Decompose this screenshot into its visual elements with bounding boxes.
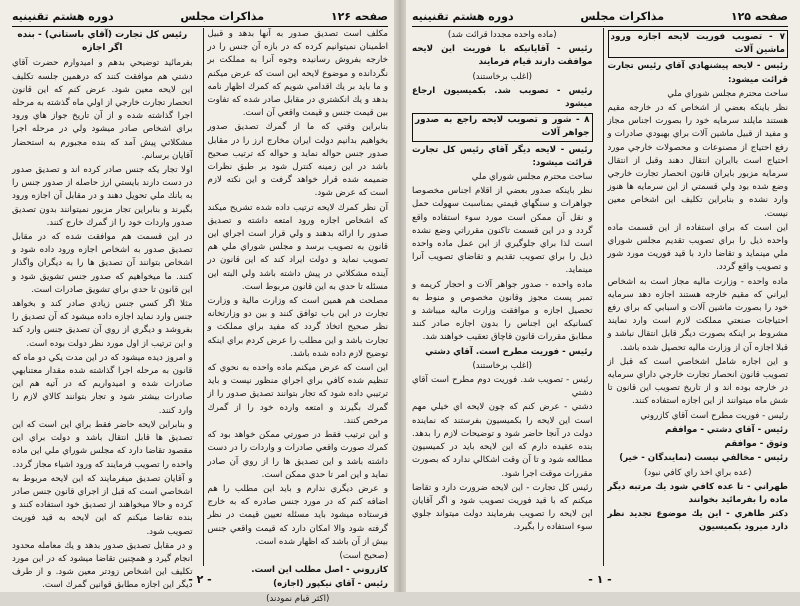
- right-page-term: دوره هشتم تقنينيه: [412, 9, 514, 23]
- paragraph: ساحت محترم مجلس شوراي ملي: [471, 172, 593, 183]
- paragraph: نظر باينكه بعضي از اشخاص كه در خارجه مقيم هستند مايلند سرمايه خود را بصورت اجناس مجاز و مفيد از قبيل ماشين آلات براي بهبودي صادرات و رفع احتياج از مصنوعات و محصولات خارجي مورد احتياج است باايران انتقال دهند وقبل از انتقال سرمايه مزبور بايران قانون انحصار تجارت خارجي وضع شده بود ولي قسمتي از اين سرمايه ها هنوز وارد نشده و بنابراين تكليف اين اشخاص معين نيست.: [607, 103, 788, 219]
- left-page-left-column: [12, 28, 193, 591]
- speaker-line: وثوق - موافقم: [724, 439, 788, 450]
- right-page-right-column: [603, 28, 789, 566]
- paragraph: بفرمائيد توضيحي بدهم و اميدوارم حضرت آقاي دشتي هم موافقت كنند كه درهمين جلسه تكليف اين لايحه معين شود. عرض كنم كه اين قانون انحصار تجارت خارجي از اولي ماه گذشته به مرحله اجرا گذاشته شده و از آن تاريخ جواز هاي ورود براي اشخاص صادر ميشود ولي در مرحله اجرا مشكلاتي پيش آمد كه بنده مجبورم به استحضار آقايان برسانم.: [12, 58, 193, 161]
- speaker-line: رئيس - تصويب شد. بكميسيون ارجاع ميشود: [412, 85, 593, 110]
- paragraph: اولا تجار يكه جنس صادر كرده اند و تصديق صدور در دست دارند بايستي ارز حاصله از صدور جنس را به بانك ملي تحويل دهند و در مقابل آن اجازه ورود بگيرند و بنابراين تجار مزبور نميتوانند بدون تصديق صدور واردات خود را از گمرك خارج كنند.: [12, 165, 193, 228]
- paragraph: و آقايان تصديق ميفرمايند كه اين لايحه مربوط به اشخاصي است كه قبل از اجراي قانون جنس صادر كرده و حالا ميخواهند از تصديق خود استفاده كنند و بنده تقاضا ميكنم كه اين لايحه به قيد فوريت تصويب شود.: [12, 473, 193, 537]
- right-page-left-column: [412, 28, 593, 566]
- paragraph: اين است كه براي استفاده از اين قسمت ماده واحده ذيل را براي تصويب تقديم مجلس شوراي ملي مينمايد و تقاضا دارد با قيد فوريت مورد شور و تصويب واقع گردد.: [607, 222, 788, 273]
- left-page-number: صفحه ۱۲۶: [330, 9, 388, 23]
- right-page-footer: - ۱ -: [588, 573, 612, 586]
- right-page-columns: [412, 28, 788, 566]
- speaker-line: كازروني - اصل مطلب اين است.: [251, 565, 388, 576]
- paragraph: در اين قسمت هم موافقت شده كه در مقابل تصديق صدور به اشخاص اجازه ورود داده شود و اشخاص بتوانند آن تصديق ها را به ديگران واگذار كنند. ما ميخواهيم كه صدور جنس تشويق شود و اين قانون تا حدي براي تشويق صادرات است.: [12, 232, 193, 295]
- paragraph: ساحت محترم مجلس شوراي ملي: [667, 88, 788, 99]
- paragraph: ماده واحده - صدور جواهر آلات و احجار كريمه و تمبر پست مجوز وقانون مخصوص و منوط به تحصيل اجازه و موافقت وزارت ماليه ميباشد و كسانيكه اين اجناس را بدون اجازه صادر كنند مطابق مقررات قانون قاچاق تعقيب خواهند شد.: [412, 279, 593, 343]
- paragraph: و اين اجازه شامل اشخاصي است كه قبل از تصويب قانون انحصار تجارت خارجي داراي سرمايه در خارجه بوده اند و از تاريخ تصويب اين قانون تا شش ماه ميتوانند از اين اجازه استفاده كنند.: [607, 356, 788, 407]
- speaker-line: رئيس - آقاي نيكپور (اجازه): [273, 579, 388, 590]
- speaker-line: رئيس - لايحه پيشنهادي آقاي رئيس تجارت قرائت ميشود:: [607, 61, 788, 85]
- speaker-line: دكتر طاهري - اين يك موضوع تجديد نظر دارد ميرود بكميسيون: [607, 509, 788, 533]
- paragraph: (صحيح است): [339, 550, 388, 561]
- paragraph: و بنابراين لايحه حاضر فقط براي اين است كه اين تصديق ها قابل انتقال باشد و دولت براي اين مقصود تقاضا دارد كه مجلس شوراي ملي اين ماده واحده را تصويب فرمايند كه ورود اشياء مجاز گردد.: [12, 419, 193, 470]
- speaker-line: رئيس - لايحه ديگر آقاي رئيس كل تجارت قرائت ميشود:: [412, 144, 593, 168]
- speaker-line: رئيس - فوريت مطرح است. آقاي دشتي: [425, 346, 593, 357]
- paragraph: و اين ترتيب فقط در صورتي ممكن خواهد بود كه كمرك صورت واقعي صادرات و واردات را در دست داشته باشد و اين تصديق ها را از روي آن صادر نمايد و اين امر تا حدي ممكن است.: [207, 430, 388, 480]
- left-page-term: دوره هشتم تقنينيه: [12, 9, 114, 23]
- section-heading: ۷ - تصويب فوريت لايحه اجازه ورود ماشين آلات: [608, 30, 789, 58]
- book-gutter: [394, 0, 406, 592]
- paragraph: رئيس - فوريت مطرح است آقاي كازروني: [640, 410, 788, 421]
- right-page-number: صفحه ۱۲۵: [730, 9, 788, 23]
- speaker-line: رئيس - آقاي دشتي - موافقم: [665, 424, 788, 435]
- paragraph: دشتي - عرض كنم كه چون لايحه اي خيلي مهم است اين لايحه را بكميسيون بفرستند كه نماينده دولت در آنجا حاضر شود و توضيحات لازم را بدهد. بنده عقيده دارم كه اين لايحه بايد در كميسيون مطالعه شود و تا آن وقت اشكالي ندارد كه بصورت مقررات موقت اجرا شود.: [412, 402, 593, 479]
- paragraph: مثلا اگر كسي جنس زيادي صادر كند و بخواهد جنس وارد نمايد اجازه داده ميشود كه آن تصديق را بفروشد و ديگري از روي آن تصديق جنس وارد كند و اين ترتيب از اول مورد نظر دولت بوده است.: [12, 299, 193, 349]
- speech-heading: رئيس كل تجارت (آقاي باستاني) - بنده اگر اجازه: [17, 30, 188, 54]
- left-page-columns: [12, 28, 388, 604]
- speaker-line: رئيس - آقايانيكه با فوريت اين لايحه موافقت دارند قيام فرمايند: [412, 44, 593, 68]
- paragraph: و امروز ديده ميشود كه در اين مدت يكي دو ماه كه قانون به مرحله اجرا گذاشته شده مقدار معتنابهي صادرات شده و اميدواريم كه در آتيه هم اين صادرات بيشتر شود و تجار بتوانند كالاي لازم را وارد كنند.: [12, 352, 193, 416]
- paragraph: نظر باينكه صدور بعضي از اقلام اجناس مخصوصا جواهرات و سنگهاي قيمتي بمناسبت سهولت حمل و نقل آن ممكن است مورد سوء استفاده واقع گردد و در اين قسمت تاكنون مقرراتي وضع نشده است لذا براي جلوگيري از اين عمل ماده واحده ذيل را براي تصويب تقديم و تقاضاي تصويب آنرا مينمايد.: [412, 186, 593, 276]
- left-page: [0, 0, 400, 604]
- centered-note: (ماده واحده مجددا قرائت شد): [447, 30, 557, 40]
- centered-note: (عده براي اخذ راي كافي نبود): [644, 467, 752, 478]
- right-page-header: [412, 6, 788, 27]
- centered-note: (اغلب برخاستند): [472, 71, 533, 82]
- paragraph: و عرض ديگري ندارم و بايد اين مطلب را هم اضافه كنم كه در مورد جنس صادره كه به خارج فرستاده ميشود بايد مسئله تعيين قيمت در نظر گرفته شود والا امكان دارد كه قيمت واقعي جنس بيش از آن باشد كه اظهار شده است.: [207, 483, 388, 547]
- right-page: [400, 0, 800, 592]
- paragraph: آن نظر كمرك لايحه ترتيب داده شده تشريح ميكند كه اشخاص اجازه ورود امتعه داشته و تصديق صدور را ارائه بدهند و ولي قرار است اجراي اين قانون به تصويب برسد و مجلس شوراي ملي هم تصويب نمايد و دولت ايراد كند كه اين قانون در آينده مشكلاتي در پيش داشته باشد ولي البته اين مسئله تا حدي به اين قانون مربوط است.: [207, 202, 388, 292]
- speaker-line: رئيس - مخالفي نيست (نمايندگان - خير): [619, 453, 788, 464]
- left-page-title: مذاکرات مجلس: [180, 9, 265, 23]
- centered-note: (اغلب برخاستند): [472, 360, 533, 371]
- paragraph: رئيس - تصويب شد. فوريت دوم مطرح است آقاي دشتي: [412, 375, 593, 399]
- speaker-line: طهراني - تا عده كافي شود يك مرتبه ديگر ماده را بفرمائيد بخوانند: [607, 481, 788, 505]
- right-page-title: مذاكرات مجلس: [580, 9, 665, 23]
- paragraph: مصلحت هم همين است كه وزارت مالية و وزارت تجارت در اين باب توافق كنند و بين دو وزارتخانه نظر صحيح اتخاذ گردد كه مفيد براي مملكت و تجارت باشد و اين مطلب را عرض كردم براي اينكه توضيح لازم داده شده باشد.: [207, 296, 388, 359]
- paragraph: و در مقابل تصديق صدور بدهد و يك معامله محدود انجام گيرد و همچنين تقاضا ميشود كه در اين مورد تكليف اين اشخاص زودتر معين شود. و از طرف ديگر اين اجازه مطابق قوانين گمرك است.: [12, 540, 193, 591]
- centered-note: (اكثر قيام نمودند): [266, 593, 330, 604]
- paragraph: مكلف است تصديق صدور به آنها بدهد و قبيل اطمينان نميتوانيم كرده كه در بازه آن جنس را در خارجه بفروش رسانيده وجوه آنرا به مملكت بر نگردانده و موضوع لايحه اين است كه عرض ميكنم و ما بايد بر يك اقدامي شويم كه كمرك اظهار نامه بدهد و يك انكشتري در مقابل صادر شده كه تفاوت بين قيمت جنس و قيمت واقعي آن است.: [207, 29, 388, 119]
- paragraph: بنابراين وقتي كه ما از گمرك تصديق صدور بخواهيم بدانيم دولت ايران مخارج ارز را در مقابل صدور جنس حواله نمايد و حواله كه ترتيب صحيح باشد در اين زمينه كنترل شود بر طبق نظرات ضميمه شده قرار خواهد گرفت و اين نكته لازم است كه عرض شود.: [207, 122, 388, 199]
- left-page-footer: - ۲ -: [188, 573, 212, 586]
- section-heading: ۸ - شور و تصويب لايحه راجع به صدور جواهر آلات: [412, 113, 593, 141]
- left-page-right-column: [203, 28, 389, 604]
- left-page-header: [12, 6, 388, 27]
- paragraph: ماده واحده - وزارت ماليه مجاز است به اشخاص ايراني كه مقيم خارجه هستند اجازه دهد سرمايه خود را بصورت ماشين آلات و اسبابي كه براي رفع احتياجات صنعتي مملكت لازم است وارد نمايند مشروط بر اينكه بصورت ديگر قابل انتقال نباشد و قبلا اجازه آن از وزارت ماليه تحصيل شده باشد.: [607, 276, 788, 353]
- paragraph: رئيس كل تجارت - اين لايحه ضرورت دارد و تقاضا ميكنم كه با قيد فوريت تصويب شود و اگر آقايان اين لايحه را تصويب بفرمايند دولت ميتواند جلوي سوء استفاده را بگيرد.: [412, 482, 593, 533]
- paragraph: اين است كه عرض ميكنم ماده واحده به نحوي كه تنظيم شده كافي براي اجراي منظور نيست و بايد ترتيبي داده شود كه تجار بتوانند تصديق صدور را از گمرك بگيرند و امتعه وارده خود را از گمرك مرخص كنند.: [207, 363, 388, 426]
